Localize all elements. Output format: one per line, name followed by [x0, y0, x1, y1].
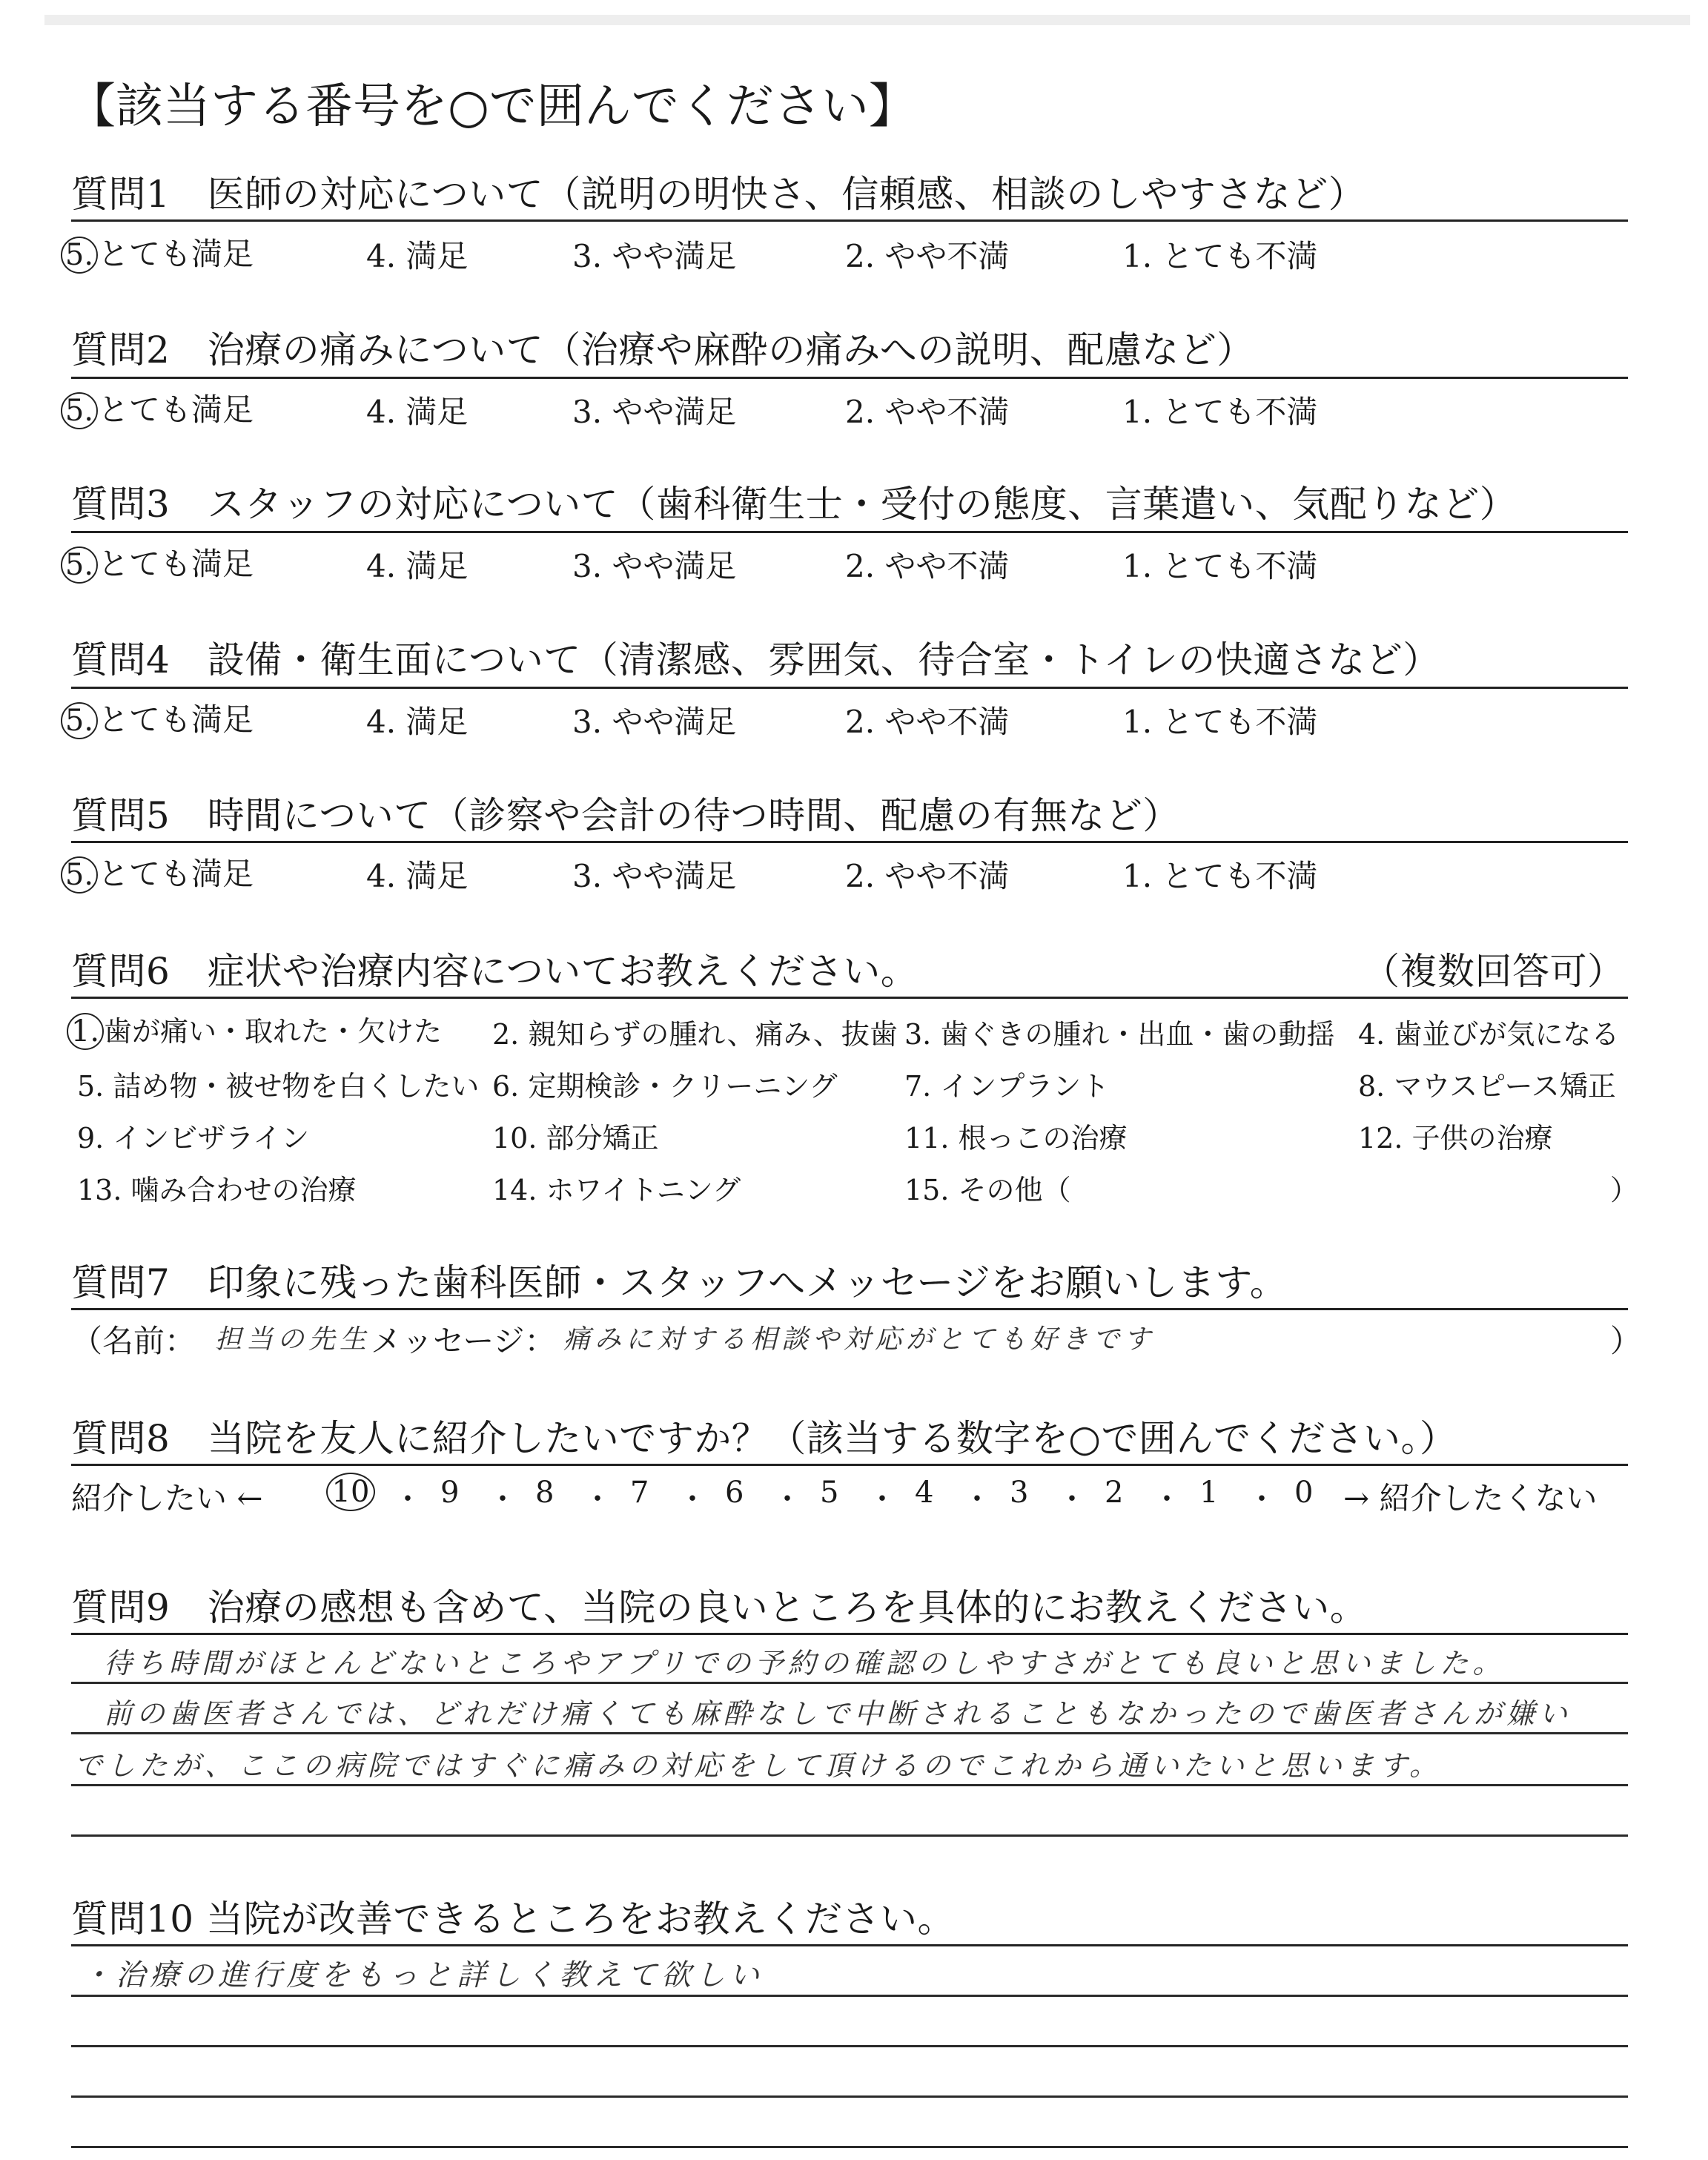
q6-item-7[interactable]: 7. インプラント — [904, 1070, 1110, 1103]
q5-option-5-label: とても満足 — [98, 856, 254, 892]
q6-heading: 質問6 症状や治療内容についてお教えください。 — [71, 950, 918, 993]
q2-rule — [71, 377, 1628, 379]
q6-item-15[interactable]: 15. その他（ — [904, 1174, 1071, 1206]
q2-option-3[interactable]: 3. やや満足 — [572, 394, 737, 430]
q6-item-14[interactable]: 14. ホワイトニング — [492, 1174, 741, 1206]
q9-answer-line-2[interactable]: 前の歯医者さんでは、どれだけ痛くても麻酔なしで中断されることもなかったので歯医者さんが嫌い — [104, 1697, 1572, 1730]
q7-name-label: （名前： — [71, 1323, 196, 1359]
q7-close-paren: ） — [1610, 1323, 1642, 1359]
q3-selected-circle: 5. — [61, 546, 98, 584]
q3-option-5-label: とても満足 — [98, 546, 254, 582]
q6-item-11[interactable]: 11. 根っこの治療 — [904, 1122, 1128, 1155]
q8-scale-separator: ・ — [1057, 1482, 1087, 1516]
page-title: 【該当する番号を○で囲んでください】 — [68, 79, 916, 134]
q1-option-5-label: とても満足 — [98, 236, 254, 272]
q8-option-7[interactable]: 7 — [630, 1476, 649, 1510]
q8-scale-separator: ・ — [1152, 1482, 1182, 1516]
q1-option-3[interactable]: 3. やや満足 — [572, 238, 737, 274]
q4-option-5[interactable] — [61, 696, 254, 740]
q5-option-5[interactable] — [61, 850, 254, 894]
q8-option-1[interactable]: 1 — [1199, 1476, 1219, 1510]
q4-option-1[interactable]: 1. とても不満 — [1122, 704, 1318, 740]
q8-option-9[interactable]: 9 — [440, 1476, 460, 1510]
q10-rule — [71, 1944, 1628, 1946]
q5-selected-circle: 5. — [61, 856, 98, 894]
q8-scale-separator: ・ — [488, 1482, 517, 1516]
q2-option-1[interactable]: 1. とても不満 — [1122, 394, 1318, 430]
q4-option-2[interactable]: 2. やや不満 — [845, 704, 1010, 740]
q8-left-label: 紹介したい ← — [71, 1480, 263, 1516]
q8-option-3[interactable]: 3 — [1010, 1476, 1029, 1510]
q6-item-9[interactable]: 9. インビザライン — [77, 1122, 310, 1155]
q9-write-line-3 — [71, 1784, 1628, 1786]
q3-option-5[interactable] — [61, 540, 254, 584]
q6-item-13[interactable]: 13. 噛み合わせの治療 — [77, 1174, 357, 1206]
q4-option-3[interactable]: 3. やや満足 — [572, 704, 737, 740]
q9-write-line-1 — [71, 1682, 1628, 1684]
q5-option-2[interactable]: 2. やや不満 — [845, 858, 1010, 894]
q1-option-4[interactable]: 4. 満足 — [366, 238, 469, 274]
q9-rule — [71, 1633, 1628, 1635]
q3-heading: 質問3 スタッフの対応について（歯科衛生士・受付の態度、言葉遣い、気配りなど） — [71, 483, 1517, 526]
q2-option-5[interactable] — [61, 386, 254, 430]
q6-item-2[interactable]: 2. 親知らずの腫れ、痛み、抜歯 — [492, 1018, 898, 1051]
q7-message-label: メッセージ： — [371, 1323, 556, 1359]
q8-rule — [71, 1464, 1628, 1466]
q6-item-6[interactable]: 6. 定期検診・クリーニング — [492, 1070, 838, 1103]
q6-multi-answer-note: （複数回答可） — [1363, 950, 1625, 993]
q4-selected-circle: 5. — [61, 702, 98, 739]
q1-option-1[interactable]: 1. とても不満 — [1122, 238, 1318, 274]
q10-answer-line-1[interactable]: ・治療の進行度をもっと詳しく教えて欲しい — [82, 1958, 764, 1992]
q6-item-15-close-paren: ） — [1610, 1174, 1639, 1206]
q1-heading: 質問1 医師の対応について（説明の明快さ、信頼感、相談のしやすさなど） — [71, 173, 1366, 216]
q6-item-8[interactable]: 8. マウスピース矯正 — [1358, 1070, 1616, 1103]
q6-selected-circle: 1. — [67, 1013, 104, 1050]
q4-rule — [71, 687, 1628, 689]
q9-answer-line-3[interactable]: でしたが、ここの病院ではすぐに痛みの対応をして頂けるのでこれから通いたいと思います。 — [74, 1749, 1442, 1782]
q10-write-line-3 — [71, 2095, 1628, 2098]
q2-heading: 質問2 治療の痛みについて（治療や麻酔の痛みへの説明、配慮など） — [71, 328, 1254, 371]
q4-heading: 質問4 設備・衛生面について（清潔感、雰囲気、待合室・トイレの快適さなど） — [71, 638, 1440, 681]
q1-option-5[interactable] — [61, 230, 254, 274]
q3-option-1[interactable]: 1. とても不満 — [1122, 548, 1318, 584]
q2-option-4[interactable]: 4. 満足 — [366, 394, 469, 430]
q8-option-8[interactable]: 8 — [535, 1476, 555, 1510]
q8-option-4[interactable]: 4 — [915, 1476, 934, 1510]
q8-right-label: → 紹介したくない — [1343, 1480, 1598, 1516]
q6-item-4[interactable]: 4. 歯並びが気になる — [1358, 1018, 1620, 1051]
q3-option-4[interactable]: 4. 満足 — [366, 548, 469, 584]
q8-scale-separator: ・ — [393, 1482, 423, 1516]
q2-option-2[interactable]: 2. やや不満 — [845, 394, 1010, 430]
q8-scale-separator: ・ — [772, 1482, 802, 1516]
q4-option-5-label: とても満足 — [98, 701, 254, 738]
q6-item-12[interactable]: 12. 子供の治療 — [1358, 1122, 1553, 1155]
q2-selected-circle: 5. — [61, 392, 98, 429]
scan-top-edge — [44, 15, 1690, 25]
q3-option-2[interactable]: 2. やや不満 — [845, 548, 1010, 584]
q8-option-5[interactable]: 5 — [820, 1476, 839, 1510]
q5-option-1[interactable]: 1. とても不満 — [1122, 858, 1318, 894]
q2-option-5-label: とても満足 — [98, 392, 254, 428]
q5-option-4[interactable]: 4. 満足 — [366, 858, 469, 894]
q8-option-6[interactable]: 6 — [725, 1476, 744, 1510]
q5-rule — [71, 841, 1628, 843]
q8-scale-separator: ・ — [962, 1482, 992, 1516]
q4-option-4[interactable]: 4. 満足 — [366, 704, 469, 740]
q8-scale-separator: ・ — [583, 1482, 612, 1516]
q8-option-2[interactable]: 2 — [1105, 1476, 1124, 1510]
q7-heading: 質問7 印象に残った歯科医師・スタッフへメッセージをお願いします。 — [71, 1261, 1288, 1304]
q8-selected-circle: 10 — [326, 1473, 375, 1511]
q7-message-handwritten[interactable]: 痛みに対する相談や対応がとても好きです — [563, 1324, 1156, 1355]
q6-item-1-label: 歯が痛い・取れた・欠けた — [104, 1015, 443, 1048]
q8-heading: 質問8 当院を友人に紹介したいですか？（該当する数字を○で囲んでください。） — [71, 1417, 1457, 1460]
q8-scale-separator: ・ — [1247, 1482, 1277, 1516]
q8-option-0[interactable]: 0 — [1294, 1476, 1314, 1510]
q10-write-line-2 — [71, 2045, 1628, 2047]
q8-scale-separator: ・ — [867, 1482, 897, 1516]
q6-item-1[interactable] — [67, 1008, 442, 1050]
q6-item-3[interactable]: 3. 歯ぐきの腫れ・出血・歯の動揺 — [904, 1018, 1335, 1051]
q9-heading: 質問9 治療の感想も含めて、当院の良いところを具体的にお教えください。 — [71, 1586, 1368, 1629]
q9-write-line-2 — [71, 1732, 1628, 1734]
q1-rule — [71, 219, 1628, 222]
q8-option-10[interactable] — [326, 1473, 375, 1511]
q6-rule — [71, 997, 1628, 999]
q6-item-10[interactable]: 10. 部分矯正 — [492, 1122, 659, 1155]
q9-write-line-4 — [71, 1834, 1628, 1837]
q5-option-3[interactable]: 3. やや満足 — [572, 858, 737, 894]
q10-write-line-1 — [71, 1995, 1628, 1997]
q9-answer-line-1[interactable]: 待ち時間がほとんどないところやアプリでの予約の確認のしやすさがとても良いと思いました。 — [104, 1647, 1506, 1680]
q7-rule — [71, 1308, 1628, 1310]
q6-item-5[interactable]: 5. 詰め物・被せ物を白くしたい — [77, 1070, 480, 1103]
q5-heading: 質問5 時間について（診察や会計の待つ時間、配慮の有無など） — [71, 794, 1180, 837]
q10-write-line-4 — [71, 2146, 1628, 2148]
q3-option-3[interactable]: 3. やや満足 — [572, 548, 737, 584]
q10-heading: 質問10 当院が改善できるところをお教えください。 — [71, 1898, 956, 1941]
q1-option-2[interactable]: 2. やや不満 — [845, 238, 1010, 274]
q8-scale-separator: ・ — [678, 1482, 707, 1516]
q1-selected-circle: 5. — [61, 237, 98, 274]
q3-rule — [71, 531, 1628, 533]
q7-name-handwritten[interactable]: 担当の先生 — [215, 1324, 371, 1355]
